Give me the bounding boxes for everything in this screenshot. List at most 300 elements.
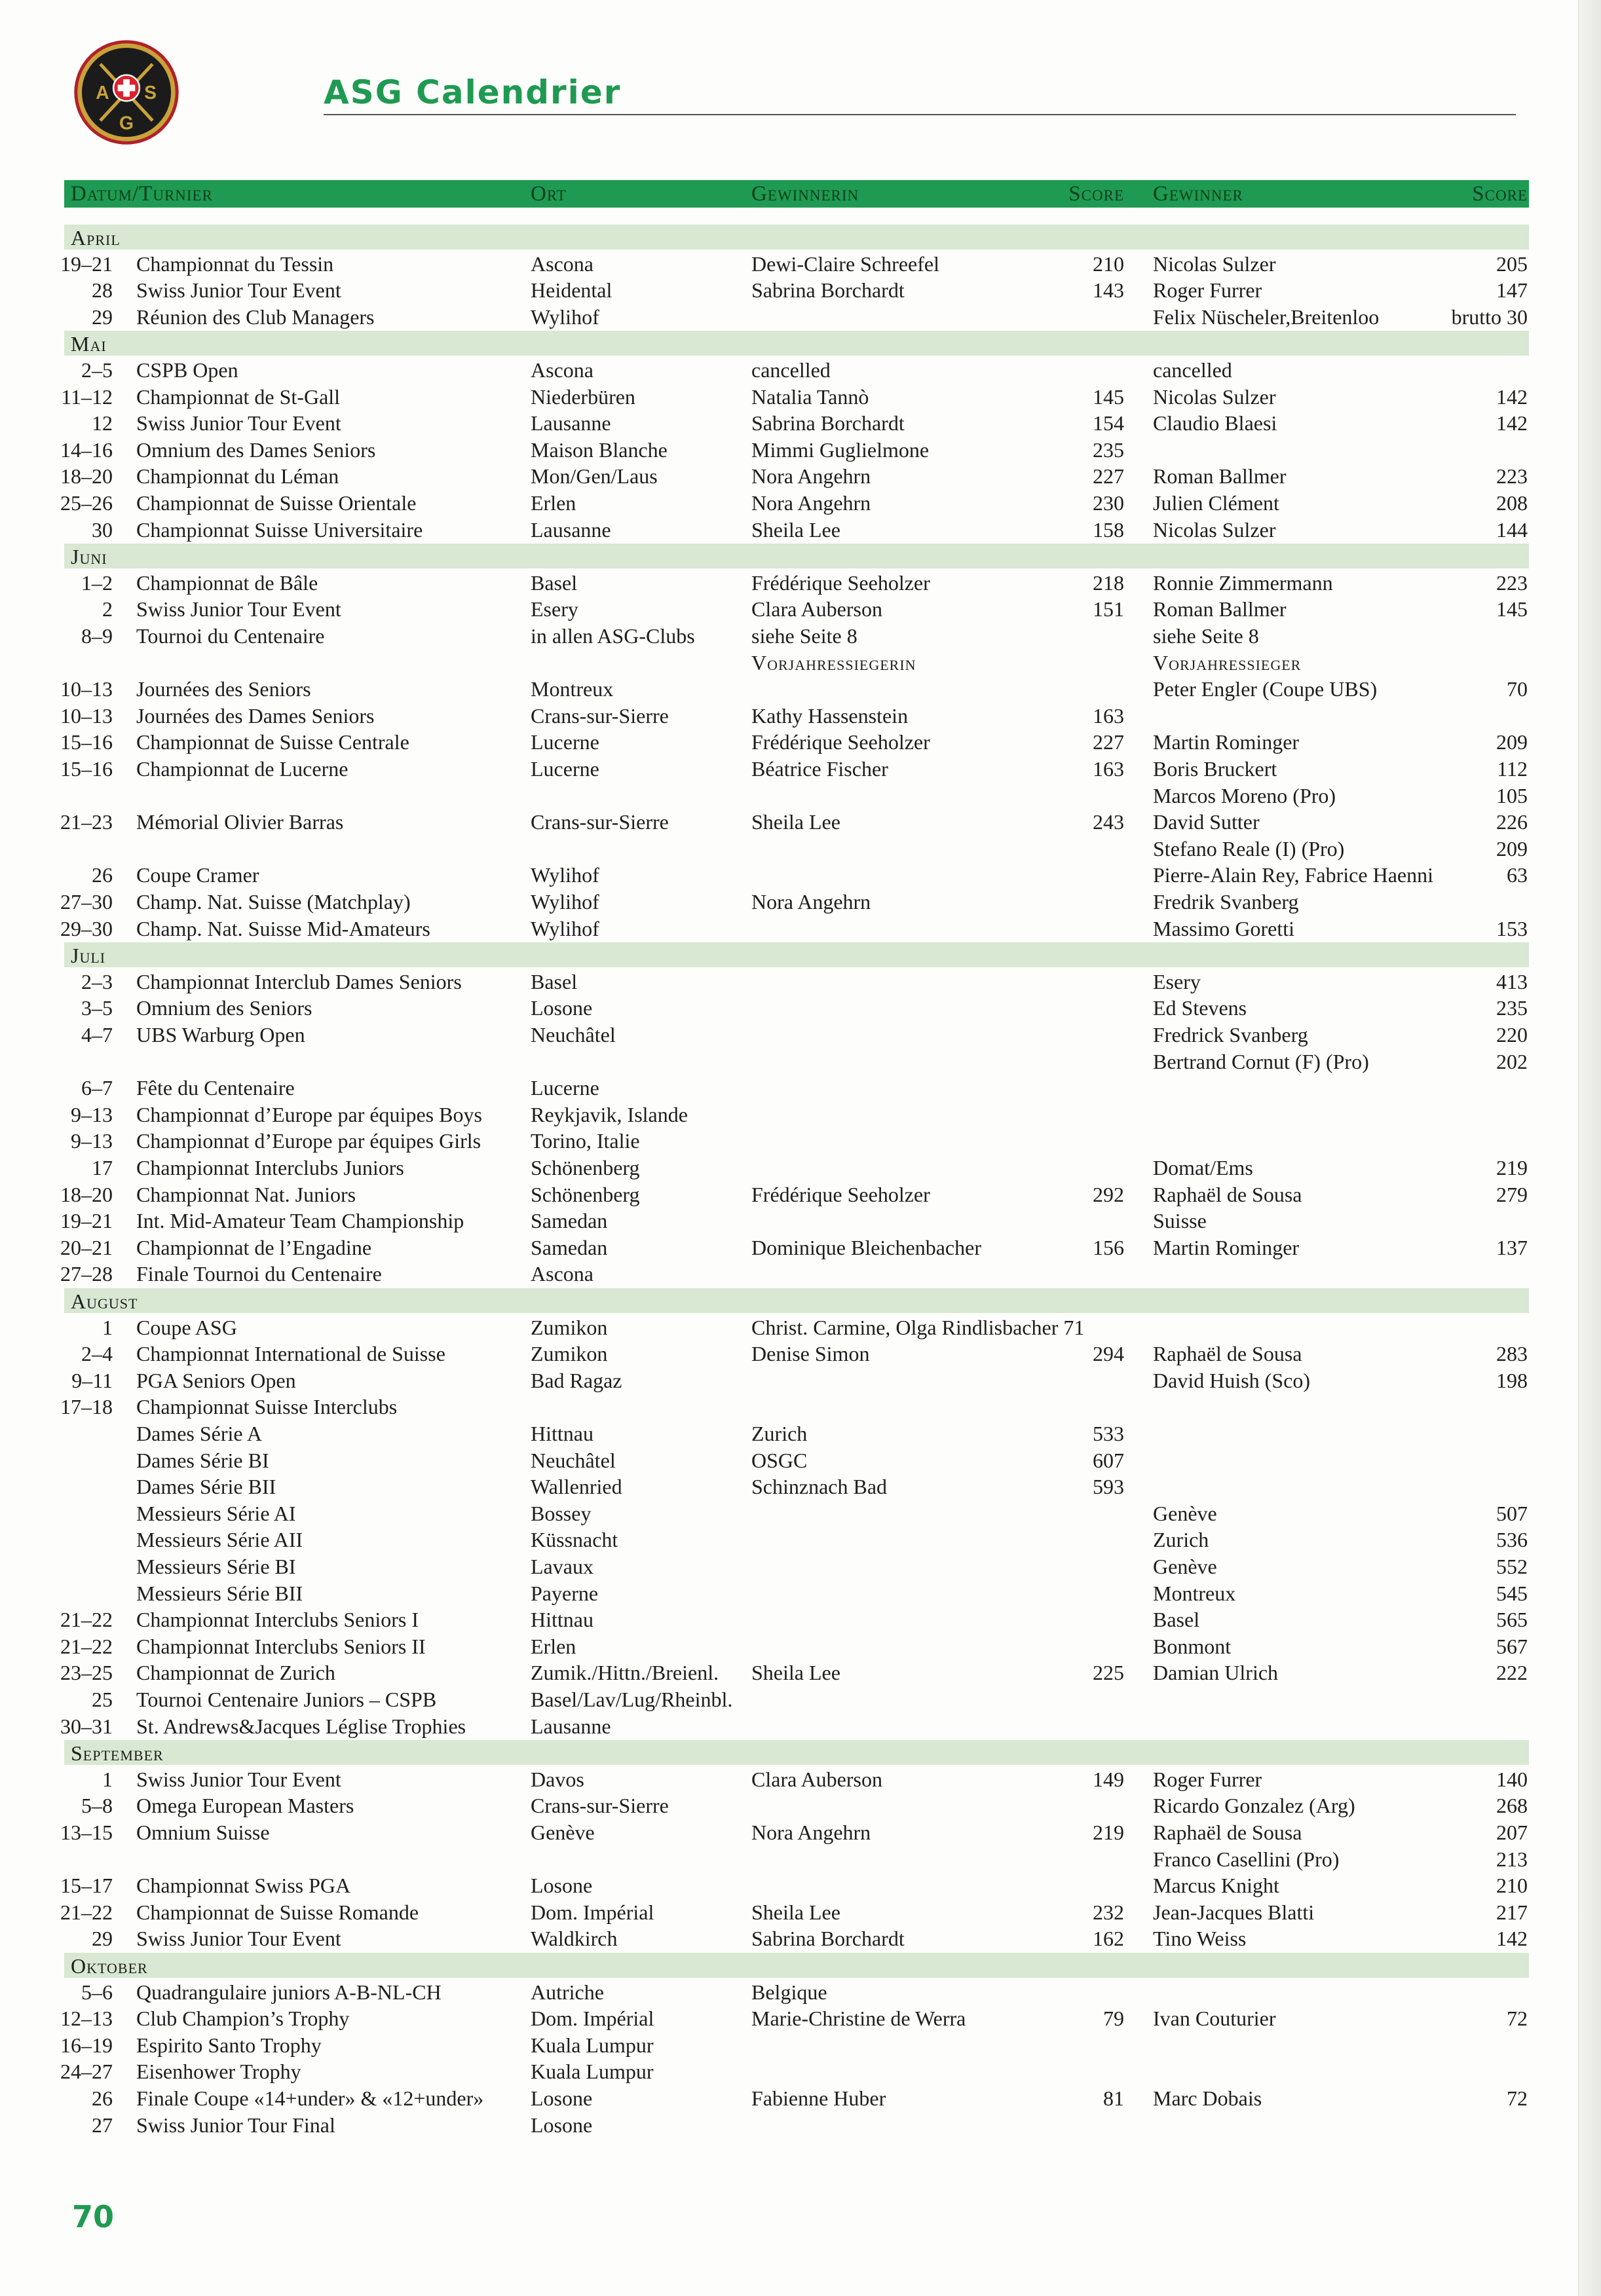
table-row (0, 1102, 1601, 1128)
winner-men: Montreux (1153, 1581, 1236, 1605)
event-location: Losone (531, 996, 593, 1020)
logo-letter-g: G (119, 112, 134, 134)
event-name: Mémorial Olivier Barras (136, 810, 344, 834)
score-men: 142 (1496, 1927, 1528, 1951)
header-winner-m: Gewinner (1153, 182, 1243, 206)
event-date: 2–3 (81, 969, 113, 993)
event-name: Journées des Dames Seniors (136, 703, 375, 728)
event-name: Championnat du Léman (136, 464, 339, 489)
table-row (0, 1128, 1601, 1155)
event-location: Lausanne (531, 517, 611, 542)
event-name: Championnat Interclubs Juniors (136, 1156, 404, 1179)
event-date: 27–28 (60, 1262, 113, 1286)
winner-women: Vorjahressiegerin (751, 650, 916, 675)
event-name: Championnat Swiss PGA (136, 1874, 351, 1898)
event-name: Championnat de St-Gall (136, 384, 341, 409)
event-date: 29 (92, 305, 113, 329)
winner-men: Massimo Goretti (1153, 916, 1294, 940)
winner-women: Frédérique Seeholzer (751, 730, 930, 754)
event-name: CSPB Open (136, 358, 238, 382)
event-location: Bad Ragaz (531, 1368, 622, 1392)
winner-women: Sabrina Borchardt (751, 1927, 905, 1951)
winner-men: Raphaël de Sousa (1153, 1342, 1302, 1366)
event-location: in allen ASG-Clubs (531, 624, 695, 648)
event-date: 12 (92, 411, 113, 435)
event-location: Payerne (531, 1581, 599, 1605)
winner-women: Clara Auberson (751, 1767, 882, 1791)
winner-men: Felix Nüscheler,Breitenloo (1153, 305, 1380, 329)
winner-men: siehe Seite 8 (1153, 624, 1259, 648)
score-women: 227 (1093, 730, 1124, 754)
score-men: 413 (1496, 969, 1528, 993)
event-location: Mon/Gen/Laus (531, 464, 658, 489)
table-row (0, 1580, 1601, 1607)
header-location: Ort (531, 182, 567, 206)
score-men: 268 (1496, 1794, 1528, 1818)
event-date: 2–4 (81, 1342, 113, 1366)
table-row (0, 1606, 1601, 1633)
score-men: 235 (1496, 996, 1528, 1020)
winner-women: Dominique Bleichenbacher (751, 1235, 981, 1259)
winner-women: Clara Auberson (751, 597, 882, 621)
event-date: 25 (92, 1688, 113, 1711)
event-location: Maison Blanche (531, 437, 668, 462)
month-label: Juni (71, 545, 107, 569)
event-location: Losone (531, 2113, 593, 2137)
event-date: 12–13 (60, 2007, 113, 2031)
logo-letter-s: S (144, 81, 157, 103)
event-location: Hittnau (531, 1422, 593, 1445)
event-date: 8–9 (81, 624, 113, 648)
score-men: 208 (1496, 491, 1528, 515)
event-name: Tournoi Centenaire Juniors – CSPB (136, 1688, 437, 1711)
month-header (64, 942, 1529, 967)
winner-men: Raphaël de Sousa (1153, 1182, 1302, 1206)
month-header (64, 331, 1529, 356)
event-date: 6–7 (81, 1076, 113, 1100)
score-women: 162 (1093, 1927, 1124, 1951)
event-date: 20–21 (60, 1235, 113, 1259)
table-row (0, 1075, 1601, 1102)
winner-men: Genève (1153, 1555, 1217, 1578)
winner-women: cancelled (751, 358, 831, 382)
table-row (0, 889, 1601, 916)
winner-men: Fredrik Svanberg (1153, 890, 1299, 914)
winner-women: Denise Simon (751, 1342, 870, 1366)
event-location: Torino, Italie (531, 1129, 640, 1153)
winner-men: Ricardo Gonzalez (Arg) (1153, 1794, 1355, 1818)
table-row (0, 916, 1601, 942)
score-women: 149 (1093, 1767, 1124, 1791)
score-men: 217 (1496, 1900, 1528, 1924)
event-name: PGA Seniors Open (136, 1368, 296, 1392)
score-women: 81 (1103, 2086, 1124, 2110)
score-men: 552 (1496, 1555, 1528, 1578)
event-date: 26 (92, 2086, 113, 2110)
winner-women: Zurich (751, 1422, 808, 1445)
score-men: 209 (1496, 836, 1528, 861)
winner-men: David Huish (Sco) (1153, 1368, 1310, 1392)
event-date: 9–13 (71, 1129, 113, 1153)
event-date: 28 (92, 278, 113, 303)
winner-men: Roger Furrer (1153, 278, 1262, 303)
winner-women: Sheila Lee (751, 1661, 840, 1685)
event-location: Erlen (531, 1634, 576, 1658)
event-location: Ascona (531, 358, 593, 382)
event-name: Dames Série BI (136, 1448, 269, 1472)
score-men: 279 (1496, 1182, 1528, 1206)
event-name: Swiss Junior Tour Event (136, 1927, 341, 1951)
event-date: 17 (92, 1156, 113, 1179)
table-row (0, 1420, 1601, 1447)
event-location: Wallenried (531, 1475, 622, 1499)
winner-women: Nora Angehrn (751, 890, 871, 914)
winner-women: Kathy Hassenstein (751, 703, 909, 728)
score-women: 154 (1093, 411, 1124, 435)
winner-women: Sheila Lee (751, 517, 840, 542)
event-location: Basel (531, 570, 578, 595)
event-date: 5–6 (81, 1980, 113, 2004)
event-location: Zumikon (531, 1315, 608, 1339)
table-row (0, 862, 1601, 889)
event-date: 29–30 (60, 916, 113, 940)
event-name: Championnat du Tessin (136, 251, 334, 276)
winner-men: Franco Casellini (Pro) (1153, 1847, 1340, 1871)
month-label: September (71, 1741, 164, 1766)
event-name: Dames Série A (136, 1422, 262, 1445)
header-score-f: Score (1068, 182, 1124, 206)
winner-men: Basel (1153, 1608, 1200, 1632)
event-name: Championnat Nat. Juniors (136, 1182, 356, 1206)
table-row (0, 1553, 1601, 1580)
winner-women: Sheila Lee (751, 810, 840, 834)
event-location: Lausanne (531, 411, 611, 435)
table-row (0, 410, 1601, 437)
event-date: 15–16 (60, 757, 113, 781)
score-men: 507 (1496, 1501, 1528, 1525)
winner-men: Zurich (1153, 1528, 1209, 1552)
table-row (0, 2085, 1601, 2112)
table-row (0, 729, 1601, 756)
winner-men: Martin Rominger (1153, 730, 1300, 754)
event-name: Tournoi du Centenaire (136, 624, 325, 648)
event-name: Championnat d’Europe par équipes Girls (136, 1129, 481, 1153)
event-name: Championnat Interclubs Seniors I (136, 1608, 419, 1632)
winner-women: siehe Seite 8 (751, 624, 857, 648)
table-row (0, 251, 1601, 278)
event-date: 4–7 (81, 1023, 113, 1046)
score-men: 545 (1496, 1581, 1528, 1605)
table-row (0, 1500, 1601, 1527)
logo-letter-a: A (96, 81, 109, 103)
event-location: Crans-sur-Sierre (531, 810, 669, 834)
score-men: 283 (1496, 1342, 1528, 1366)
table-row (0, 1048, 1601, 1075)
event-date: 18–20 (60, 464, 113, 489)
winner-women: Schinznach Bad (751, 1475, 888, 1499)
winner-women: Mimmi Guglielmone (751, 437, 930, 462)
table-row (0, 2032, 1601, 2059)
event-name: Championnat de Suisse Centrale (136, 730, 409, 754)
event-date: 17–18 (60, 1395, 113, 1419)
event-location: Esery (531, 597, 578, 621)
event-name: Swiss Junior Tour Event (136, 411, 341, 435)
table-row (0, 995, 1601, 1022)
event-date: 1–2 (81, 570, 113, 595)
score-men: 210 (1496, 1874, 1528, 1898)
event-name: Champ. Nat. Suisse (Matchplay) (136, 890, 411, 914)
table-row (0, 1022, 1601, 1048)
event-location: Neuchâtel (531, 1448, 616, 1472)
table-row (0, 1633, 1601, 1660)
score-women: 163 (1093, 703, 1124, 728)
month-label: August (71, 1289, 138, 1313)
winner-men: Marcus Knight (1153, 1874, 1279, 1898)
event-date: 13–15 (60, 1821, 113, 1844)
table-row (0, 357, 1601, 384)
score-women: 210 (1093, 251, 1124, 276)
event-name: Espirito Santo Trophy (136, 2033, 322, 2057)
winner-men: David Sutter (1153, 810, 1260, 834)
event-date: 23–25 (60, 1661, 113, 1685)
month-label: Mai (71, 332, 107, 356)
table-row (0, 676, 1601, 703)
winner-women: Marie-Christine de Werra (751, 2007, 966, 2031)
event-location: Lucerne (531, 730, 599, 754)
score-women: 593 (1093, 1475, 1124, 1499)
winner-men: Marcos Moreno (Pro) (1153, 783, 1336, 807)
event-date: 3–5 (81, 996, 113, 1020)
event-location: Küssnacht (531, 1528, 618, 1552)
winner-men: Bonmont (1153, 1634, 1232, 1658)
winner-men: Nicolas Sulzer (1153, 517, 1276, 542)
event-date: 14–16 (60, 437, 113, 462)
winner-men: Stefano Reale (I) (Pro) (1153, 836, 1345, 861)
score-men: 70 (1507, 677, 1528, 701)
score-women: 145 (1093, 384, 1124, 409)
table-row (0, 490, 1601, 517)
table-row (0, 437, 1601, 464)
event-location: Davos (531, 1767, 584, 1791)
event-location: Erlen (531, 491, 576, 515)
score-women: 79 (1103, 2007, 1124, 2031)
event-date: 29 (92, 1927, 113, 1951)
score-men: brutto 30 (1451, 305, 1528, 329)
event-date: 1 (102, 1315, 113, 1339)
winner-men: Roman Ballmer (1153, 597, 1287, 621)
event-location: Bossey (531, 1501, 592, 1525)
event-date: 19–21 (60, 1209, 113, 1233)
winner-men: Jean-Jacques Blatti (1153, 1900, 1315, 1924)
winner-men: Marc Dobais (1153, 2086, 1262, 2110)
winner-men: Ivan Couturier (1153, 2007, 1276, 2031)
event-name: Swiss Junior Tour Final (136, 2113, 335, 2137)
winner-men: Domat/Ems (1153, 1156, 1253, 1179)
event-date: 18–20 (60, 1182, 113, 1206)
score-men: 213 (1496, 1847, 1528, 1871)
winner-women: Frédérique Seeholzer (751, 570, 930, 595)
table-row (0, 2112, 1601, 2139)
winner-men: Peter Engler (Coupe UBS) (1153, 677, 1378, 701)
event-location: Reykjavik, Islande (531, 1102, 688, 1126)
score-men: 223 (1496, 464, 1528, 489)
table-row (0, 2058, 1601, 2085)
title-rule (324, 114, 1516, 115)
winner-women: Frédérique Seeholzer (751, 1182, 930, 1206)
winner-men: Ronnie Zimmermann (1153, 570, 1333, 595)
event-date: 2 (102, 597, 113, 621)
winner-women: Béatrice Fischer (751, 757, 888, 781)
event-name: St. Andrews&Jacques Léglise Trophies (136, 1714, 466, 1738)
month-label: April (71, 226, 121, 250)
event-name: Championnat de l’Engadine (136, 1235, 372, 1259)
winner-women: Nora Angehrn (751, 464, 871, 489)
score-men: 137 (1496, 1235, 1528, 1259)
score-men: 63 (1507, 863, 1528, 887)
event-location: Basel (531, 969, 578, 993)
score-men: 140 (1496, 1767, 1528, 1791)
event-location: Kuala Lumpur (531, 2033, 654, 2057)
score-women: 219 (1093, 1821, 1124, 1844)
table-row (0, 1261, 1601, 1287)
event-name: Journées des Seniors (136, 677, 311, 701)
table-row (0, 2005, 1601, 2032)
winner-women: Belgique (751, 1980, 827, 2004)
score-men: 142 (1496, 411, 1528, 435)
month-header (64, 1288, 1529, 1313)
event-name: Swiss Junior Tour Event (136, 597, 341, 621)
header-winner-f: Gewinnerin (751, 182, 859, 206)
winner-women: OSGC (751, 1448, 808, 1472)
event-name: Championnat de Lucerne (136, 757, 348, 781)
table-row (0, 1181, 1601, 1208)
score-men: 145 (1496, 597, 1528, 621)
winner-men: Ed Stevens (1153, 996, 1247, 1020)
event-location: Montreux (531, 677, 614, 701)
month-header (64, 1740, 1529, 1765)
event-name: Club Champion’s Trophy (136, 2007, 350, 2031)
event-date: 11–12 (61, 384, 113, 409)
event-location: Dom. Impérial (531, 1900, 654, 1924)
event-location: Genève (531, 1821, 595, 1844)
table-row (0, 809, 1601, 836)
score-men: 72 (1507, 2007, 1528, 2031)
score-women: 232 (1093, 1900, 1124, 1924)
month-header (64, 1953, 1529, 1978)
score-men: 105 (1496, 783, 1528, 807)
event-date: 21–22 (60, 1634, 113, 1658)
table-row (0, 650, 1601, 676)
event-date: 5–8 (81, 1794, 113, 1818)
event-location: Wylihof (531, 916, 599, 940)
event-name: Messieurs Série AII (136, 1528, 303, 1552)
event-name: Finale Tournoi du Centenaire (136, 1262, 382, 1286)
score-men: 226 (1496, 810, 1528, 834)
table-row (0, 1713, 1601, 1740)
event-date: 19–21 (60, 251, 113, 276)
event-location: Schönenberg (531, 1156, 640, 1179)
winner-men: Tino Weiss (1153, 1927, 1247, 1951)
score-men: 72 (1507, 2086, 1528, 2110)
table-row (0, 1979, 1601, 2006)
score-women: 225 (1093, 1661, 1124, 1685)
score-women: 218 (1093, 570, 1124, 595)
event-location: Lucerne (531, 1076, 599, 1100)
event-location: Schönenberg (531, 1182, 640, 1206)
event-name: Int. Mid-Amateur Team Championship (136, 1209, 464, 1233)
event-location: Kuala Lumpur (531, 2060, 654, 2084)
event-name: Dames Série BII (136, 1475, 276, 1499)
month-label: Oktober (71, 1954, 148, 1978)
table-row (0, 1686, 1601, 1713)
event-date: 30–31 (60, 1714, 113, 1738)
winner-men: cancelled (1153, 358, 1232, 382)
winner-women: Sabrina Borchardt (751, 411, 905, 435)
event-name: Championnat d’Europe par équipes Boys (136, 1102, 482, 1126)
event-date: 27–30 (60, 890, 113, 914)
event-name: Omnium Suisse (136, 1821, 270, 1844)
table-row (0, 384, 1601, 411)
event-location: Waldkirch (531, 1927, 618, 1951)
score-men: 112 (1497, 757, 1528, 781)
score-men: 223 (1496, 570, 1528, 595)
winner-women: Nora Angehrn (751, 491, 871, 515)
event-date: 9–13 (71, 1102, 113, 1126)
table-row (0, 783, 1601, 809)
table-row (0, 1766, 1601, 1793)
table-row (0, 1473, 1601, 1500)
table-row (0, 1314, 1601, 1341)
winner-men: Boris Bruckert (1153, 757, 1277, 781)
event-location: Losone (531, 2086, 593, 2110)
winner-men: Nicolas Sulzer (1153, 384, 1276, 409)
score-men: 147 (1496, 278, 1528, 303)
winner-women: Christ. Carmine, Olga Rindlisbacher 71 (751, 1315, 1085, 1339)
event-name: Championnat de Suisse Romande (136, 1900, 419, 1924)
event-name: Champ. Nat. Suisse Mid-Amateurs (136, 916, 430, 940)
event-name: Omnium des Seniors (136, 996, 312, 1020)
score-women: 158 (1093, 517, 1124, 542)
score-women: 143 (1093, 278, 1124, 303)
event-name: Coupe ASG (136, 1315, 237, 1339)
event-date: 21–23 (60, 810, 113, 834)
event-date: 27 (92, 2113, 113, 2137)
event-name: Omnium des Dames Seniors (136, 437, 376, 462)
event-location: Zumik./Hittn./Breienl. (531, 1661, 719, 1685)
winner-men: Roman Ballmer (1153, 464, 1287, 489)
winner-men: Vorjahressieger (1153, 650, 1302, 675)
table-header (64, 180, 1529, 208)
score-men: 220 (1496, 1023, 1528, 1046)
winner-women: Sabrina Borchardt (751, 278, 905, 303)
table-row (0, 703, 1601, 730)
event-location: Samedan (531, 1209, 608, 1233)
event-name: Messieurs Série BI (136, 1555, 296, 1578)
event-date: 16–19 (60, 2033, 113, 2057)
score-men: 198 (1496, 1368, 1528, 1392)
score-women: 235 (1093, 437, 1124, 462)
table-row (0, 836, 1601, 862)
event-date: 26 (92, 863, 113, 887)
event-date: 24–27 (60, 2060, 113, 2084)
score-men: 144 (1496, 517, 1528, 542)
table-row (0, 463, 1601, 490)
table-row (0, 1447, 1601, 1474)
event-date: 15–17 (60, 1874, 113, 1898)
event-location: Ascona (531, 1262, 593, 1286)
header-score-m: Score (1472, 182, 1528, 206)
month-header (64, 225, 1529, 250)
